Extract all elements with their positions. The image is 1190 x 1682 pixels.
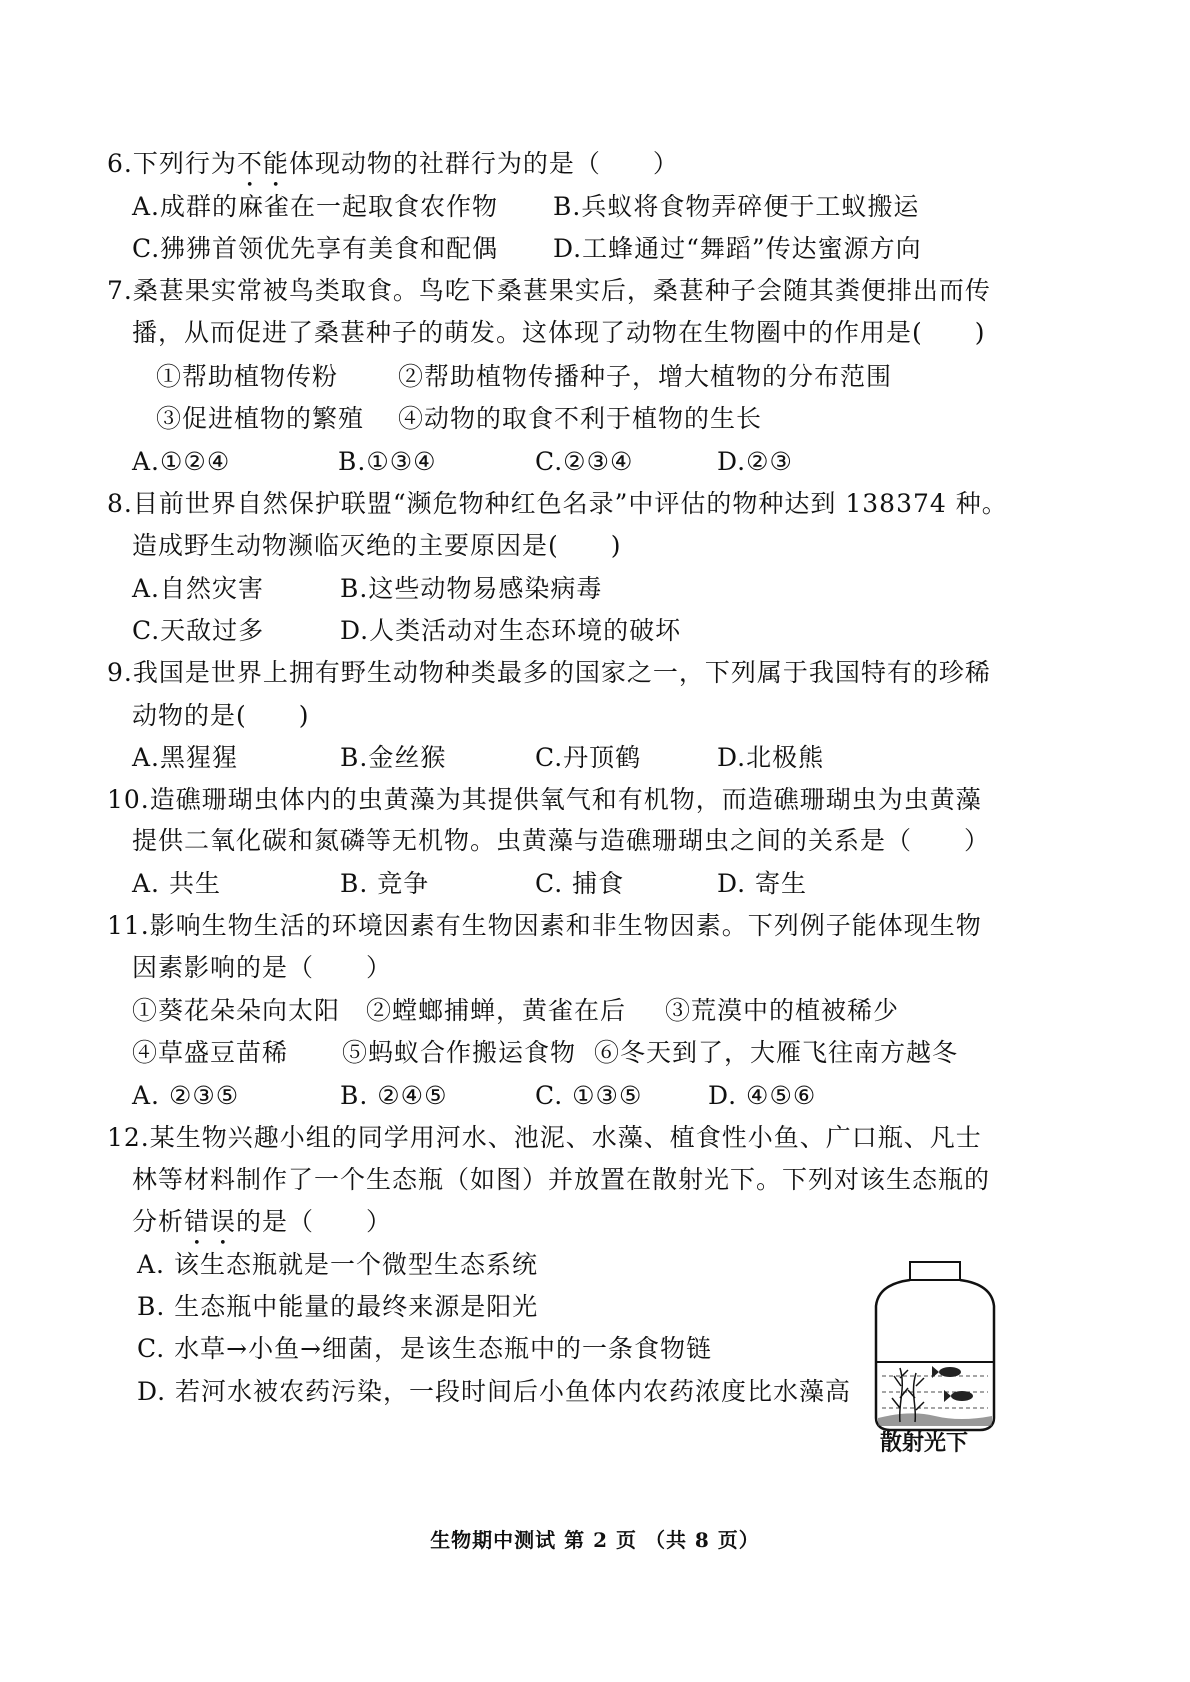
- question-8-option-b: B.这些动物易感染病毒: [340, 574, 603, 603]
- page-footer: 生物期中测试 第 2 页 （共 8 页）: [430, 1528, 760, 1552]
- figure-caption: 散射光下: [880, 1430, 969, 1456]
- question-11-statement-3: ③荒漠中的植被稀少: [665, 996, 900, 1025]
- question-6-option-d: D.工蜂通过“舞蹈”传达蜜源方向: [553, 234, 922, 263]
- question-11-option-b: B. ②④⑤: [340, 1081, 448, 1110]
- question-12-option-a: A. 该生态瓶就是一个微型生态系统: [137, 1250, 538, 1279]
- question-9-stem-line-1: 9.我国是世界上拥有野生动物种类最多的国家之一，下列属于我国特有的珍稀: [107, 658, 991, 687]
- question-7-option-c: C.②③④: [535, 447, 634, 476]
- question-11-option-c: C. ①③⑤: [535, 1081, 643, 1110]
- question-12-stem-line-1: 12.某生物兴趣小组的同学用河水、池泥、水藻、植食性小鱼、广口瓶、凡士: [107, 1123, 982, 1152]
- question-11-option-a: A. ②③⑤: [132, 1081, 240, 1110]
- question-7-stem-line-1: 7.桑葚果实常被鸟类取食。鸟吃下桑葚果实后，桑葚种子会随其粪便排出而传: [107, 276, 991, 305]
- question-11-statement-5: ⑤蚂蚁合作搬运食物: [342, 1038, 577, 1067]
- question-6-option-a: A.成群的麻雀在一起取食农作物: [132, 192, 499, 221]
- question-9-option-c: C.丹顶鹤: [535, 743, 642, 772]
- question-7-statement-4: ④动物的取食不利于植物的生长: [398, 404, 763, 433]
- question-7-stem-line-2: 播，从而促进了桑葚种子的萌发。这体现了动物在生物圈中的作用是( ): [132, 318, 986, 347]
- question-7-option-d: D.②③: [717, 447, 793, 476]
- question-12-option-d: D. 若河水被农药污染，一段时间后小鱼体内农药浓度比水藻高: [137, 1377, 852, 1406]
- question-12-stem-line-2: 林等材料制作了一个生态瓶（如图）并放置在散射光下。下列对该生态瓶的: [132, 1165, 991, 1194]
- question-12-stem-line-3: 分析错误的是（ ）: [132, 1207, 393, 1236]
- question-9-stem-line-2: 动物的是( ): [132, 701, 310, 730]
- question-7-statement-2: ②帮助植物传播种子，增大植物的分布范围: [398, 362, 893, 391]
- question-11-statement-6: ⑥冬天到了，大雁飞往南方越冬: [594, 1038, 959, 1067]
- question-10-option-a: A. 共生: [132, 869, 221, 898]
- question-6-option-c: C.狒狒首领优先享有美食和配偶: [132, 234, 499, 263]
- question-7-statement-1: ①帮助植物传粉: [156, 362, 339, 391]
- question-6-stem: 6.下列行为不能体现动物的社群行为的是（ ）: [107, 149, 679, 178]
- question-11-statement-4: ④草盛豆苗稀: [132, 1038, 289, 1067]
- question-12-option-c: C. 水草→小鱼→细菌，是该生态瓶中的一条食物链: [137, 1334, 713, 1363]
- question-8-option-d: D.人类活动对生态环境的破坏: [340, 616, 682, 645]
- question-9-option-d: D.北极熊: [717, 743, 825, 772]
- question-10-option-d: D. 寄生: [717, 869, 808, 898]
- question-11-stem-line-1: 11.影响生物生活的环境因素有生物因素和非生物因素。下列例子能体现生物: [107, 911, 982, 940]
- ecological-bottle-figure: [870, 1258, 1000, 1438]
- question-10-stem-line-1: 10.造礁珊瑚虫体内的虫黄藻为其提供氧气和有机物，而造礁珊瑚虫为虫黄藻: [107, 785, 982, 814]
- question-8-stem-line-2: 造成野生动物濒临灭绝的主要原因是( ): [132, 531, 622, 560]
- question-9-option-b: B.金丝猴: [340, 743, 447, 772]
- emphasis-text: 不能: [236, 149, 289, 178]
- question-7-statement-3: ③促进植物的繁殖: [156, 404, 365, 433]
- question-12-option-b: B. 生态瓶中能量的最终来源是阳光: [137, 1292, 539, 1321]
- question-8-option-a: A.自然灾害: [132, 574, 265, 603]
- question-7-option-a: A.①②④: [132, 447, 231, 476]
- question-7-option-b: B.①③④: [338, 447, 437, 476]
- question-6-option-b: B.兵蚁将食物弄碎便于工蚁搬运: [553, 192, 920, 221]
- question-9-option-a: A.黑猩猩: [132, 743, 239, 772]
- question-8-option-c: C.天敌过多: [132, 616, 265, 645]
- question-11-statement-1: ①葵花朵朵向太阳: [132, 996, 341, 1025]
- question-11-option-d: D. ④⑤⑥: [708, 1081, 817, 1110]
- question-10-stem-line-2: 提供二氧化碳和氮磷等无机物。虫黄藻与造礁珊瑚虫之间的关系是（ ）: [132, 826, 991, 855]
- question-8-stem-line-1: 8.目前世界自然保护联盟“濒危物种红色名录”中评估的物种达到 138374 种。: [107, 489, 1008, 518]
- question-11-statement-2: ②螳螂捕蝉，黄雀在后: [366, 996, 627, 1025]
- question-11-stem-line-2: 因素影响的是（ ）: [132, 953, 393, 982]
- question-10-option-b: B. 竞争: [340, 869, 430, 898]
- question-10-option-c: C. 捕食: [535, 869, 625, 898]
- emphasis-text: 错误: [184, 1207, 237, 1236]
